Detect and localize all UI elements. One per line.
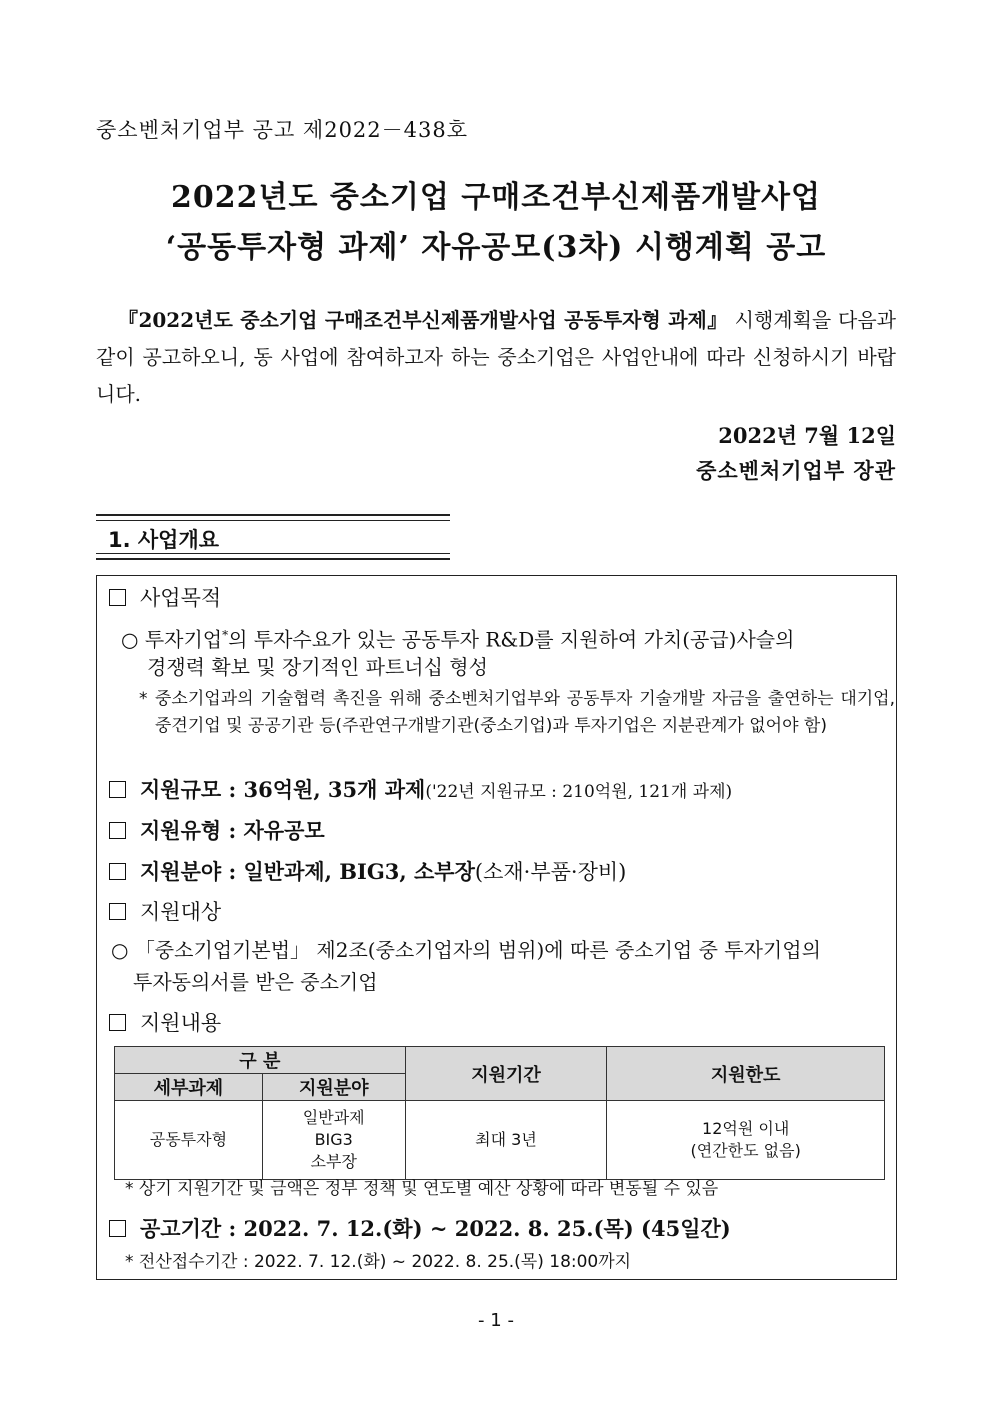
intro-bold: 『2022년도 중소기업 구매조건부신제품개발사업 공동투자형 과제』	[118, 308, 728, 332]
footnote-mark: *	[222, 628, 229, 642]
target-label: 지원대상	[140, 900, 222, 924]
target-bullet-text: 「중소기업기본법」 제2조(중소기업자의 범위)에 따른 중소기업 중 투자기업의	[134, 938, 821, 962]
notice-number: 중소벤처기업부 공고 제2022－438호	[96, 118, 469, 142]
content-label: 지원내용	[140, 1011, 222, 1035]
square-bullet-icon	[109, 1014, 126, 1031]
note-asterisk: *	[139, 689, 148, 709]
field-item: 일반과제	[302, 1108, 365, 1127]
group-header: 구 분	[115, 1047, 406, 1074]
section-title: 1. 사업개요	[108, 528, 220, 552]
target-bullet-line2: 투자동의서를 받은 중소기업	[133, 970, 378, 994]
period-note: * 전산접수기간 : 2022. 7. 12.(화) ~ 2022. 8. 25.(목) 18:00까지	[125, 1252, 632, 1272]
support-table	[114, 1046, 885, 1180]
title-line-2: ‘공동투자형 과제’ 자유공모(3차) 시행계획 공고	[165, 230, 827, 265]
square-bullet-icon	[109, 822, 126, 839]
notice-date: 2022년 7월 12일	[718, 423, 896, 448]
title-line-1: 2022년도 중소기업 구매조건부신제품개발사업	[170, 180, 822, 215]
purpose-bullet-text-a: 투자기업	[144, 627, 223, 652]
scale-detail: ('22년 지원규모 : 210억원, 121개 과제)	[425, 781, 733, 802]
field-detail: (소재·부품·장비)	[474, 860, 627, 884]
scale-heading	[109, 774, 732, 804]
col-period-header: 지원기간	[405, 1047, 607, 1101]
table-row	[115, 1101, 885, 1180]
minister-signature: 중소벤처기업부 장관	[696, 458, 896, 483]
type-label: 지원유형 : 자유공모	[140, 818, 325, 843]
purpose-note: 중소기업과의 기술협력 촉진을 위해 중소벤처기업부와 공동투자 기술개발 자금을 출연하는 대기업, 중견기업 및 공공기관 등(주관연구개발기관(중소기업)과 투자기업은 지분관계가 없어야 함)	[155, 689, 895, 736]
square-bullet-icon	[109, 903, 126, 920]
field-item: 소부장	[310, 1152, 357, 1171]
field-heading	[109, 856, 626, 886]
content-note: * 상기 지원기간 및 금액은 정부 정책 및 연도별 예산 상황에 따라 변동될 수 있음	[125, 1179, 719, 1199]
cell-limit	[607, 1101, 885, 1180]
section-heading	[96, 514, 450, 560]
purpose-bullet-text-b: 의 투자수요가 있는 공동투자 R&D를 지원하여 가치(공급)사슬의	[228, 627, 795, 652]
square-bullet-icon	[109, 589, 126, 606]
limit-line-1: 12억원 이내	[702, 1119, 790, 1138]
type-heading	[109, 815, 325, 845]
cell-period: 최대 3년	[405, 1101, 607, 1180]
col-field-header: 지원분야	[262, 1074, 405, 1101]
circle-bullet-icon: ○	[111, 938, 135, 962]
square-bullet-icon	[109, 1220, 126, 1237]
content-heading	[109, 1007, 221, 1037]
purpose-heading	[109, 582, 221, 612]
col-subtask-header: 세부과제	[115, 1074, 263, 1101]
field-label: 지원분야 : 일반과제, BIG3, 소부장	[140, 859, 475, 884]
cell-subtask: 공동투자형	[115, 1101, 263, 1180]
period-label: 공고기간 : 2022. 7. 12.(화) ~ 2022. 8. 25.(목) (45일간)	[140, 1216, 731, 1241]
square-bullet-icon	[109, 781, 126, 798]
col-limit-header: 지원한도	[607, 1047, 885, 1101]
intro-paragraph	[96, 302, 896, 413]
limit-line-2: (연간한도 없음)	[690, 1141, 801, 1160]
period-heading	[109, 1213, 731, 1243]
target-heading	[109, 896, 221, 926]
overview-box	[96, 575, 897, 1280]
purpose-label: 사업목적	[140, 586, 222, 610]
cell-field	[262, 1101, 405, 1180]
intro-text: 시행계획을 다음과 같이 공고하오니, 동 사업에 참여하고자 하는 중소기업은 사업안내에 따라 신청하시기 바랍니다.	[96, 308, 897, 406]
scale-label: 지원규모 : 36억원, 35개 과제	[140, 777, 426, 802]
purpose-bullet-line2: 경쟁력 확보 및 장기적인 파트너십 형성	[147, 655, 488, 679]
page-number: - 1 -	[478, 1310, 514, 1331]
field-item: BIG3	[314, 1130, 353, 1149]
square-bullet-icon	[109, 863, 126, 880]
target-bullet	[111, 934, 891, 966]
circle-bullet-icon: ○	[121, 627, 145, 652]
